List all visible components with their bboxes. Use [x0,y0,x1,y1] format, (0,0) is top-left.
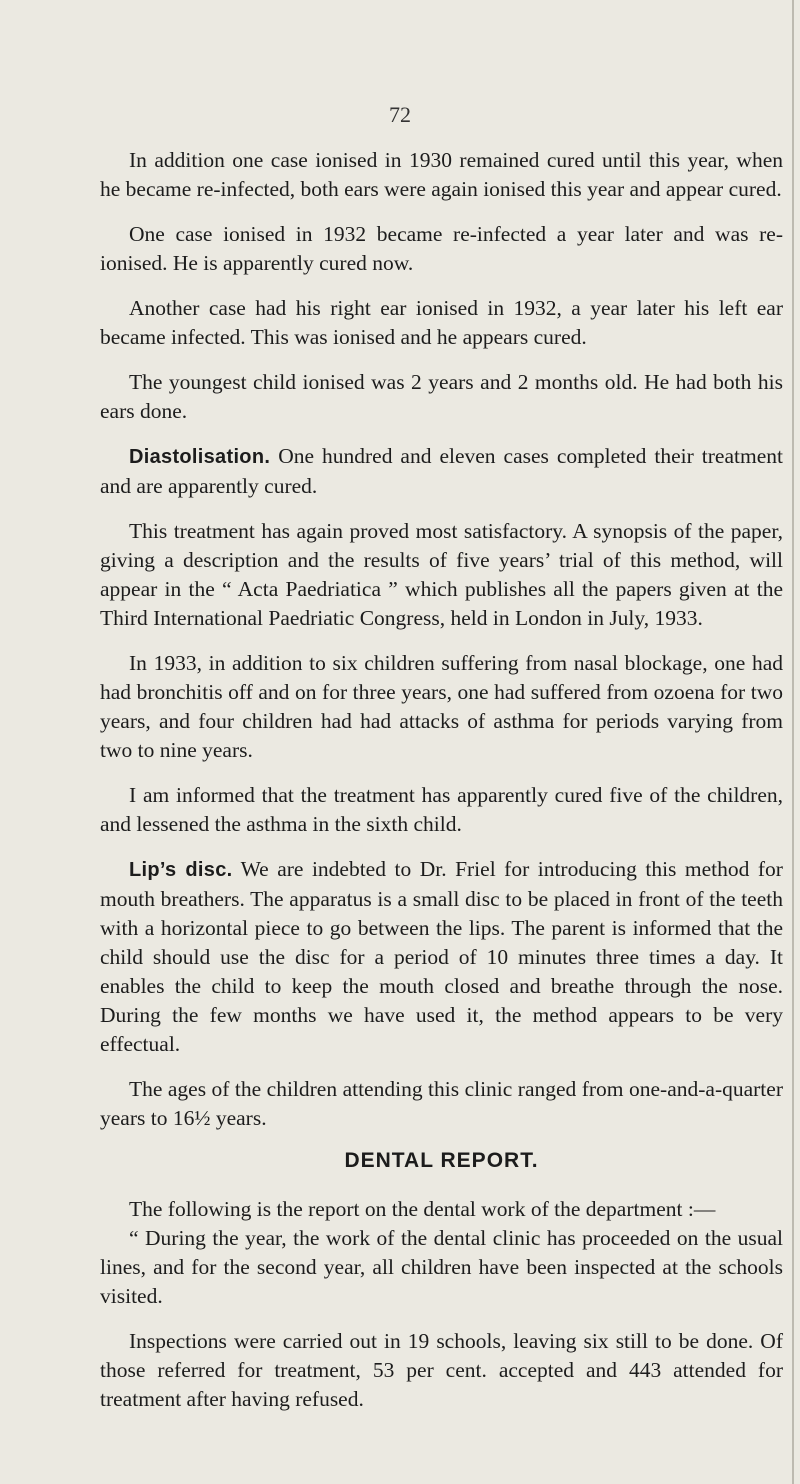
dental-paragraph-2: Inspections were carried out in 19 schools, leaving six still to be done. Of those referred for treatment, 53 per cent. accepted and 443 attended for treatment after having refused. [100,1329,783,1411]
lips-disc-text: We are indebted to Dr. Friel for introducing this method for mouth breathers. The apparatus is a small disc to be placed in front of the teeth with a horizontal piece to go between the lips. The parent is informed that the child should use the disc for a period of 10 minutes three times a day. It enables the child to keep the mouth closed and breathe through the nose. During the few months we have used it, the method appears to be very effectual. [100,857,783,1056]
diastolisation-text: One hundred and eleven cases completed their treatment and are apparently cured. [100,444,783,498]
dental-intro: The following is the report on the dental work of the department :— [129,1197,716,1221]
page-edge [792,0,794,1484]
paragraph-diastolisation [100,442,783,501]
diastolisation-heading: Diastolisation. [129,446,271,468]
lips-disc-heading: Lip’s disc. [129,859,233,881]
body-text [100,146,783,1430]
paragraph-synopsis: This treatment has again proved most satisfactory. A synopsis of the paper, giving a description and the results of five years’ trial of this method, will appear in the “ Acta Paedriatica ” which publishes all the papers given at the Third International Paedriatic Congress, held in London in July, 1933. [100,519,783,630]
paragraph-ionisation-1930: In addition one case ionised in 1930 remained cured until this year, when he became re-infected, both ears were again ionised this year and appear cured. [100,148,783,201]
dental-report-heading: DENTAL REPORT. [344,1149,539,1172]
paragraph-clinic-ages: The ages of the children attending this clinic ranged from one-and-a-quarter years to 16½ years. [100,1077,783,1130]
paragraph-youngest-child: The youngest child ionised was 2 years and 2 months old. He had both his ears done. [100,370,783,423]
paragraph-treatment-result: I am informed that the treatment has apparently cured five of the children, and lessened the asthma in the sixth child. [100,783,783,836]
dental-paragraph-1: “ During the year, the work of the dental clinic has proceeded on the usual lines, and for the second year, all children have been inspected at the schools visited. [100,1226,783,1308]
page-number: 72 [389,102,411,127]
paragraph-lips-disc [100,855,783,1059]
paragraph-ionisation-1932: One case ionised in 1932 became re-infected a year later and was re-ionised. He is apparently cured now. [100,222,783,275]
paragraph-right-ear-case: Another case had his right ear ionised in 1932, a year later his left ear became infected. This was ionised and he appears cured. [100,296,783,349]
paragraph-1933-cases: In 1933, in addition to six children suffering from nasal blockage, one had had bronchitis off and on for three years, one had suffered from ozoena for two years, and four children had had attacks of asthma for periods varying from two to nine years. [100,651,783,762]
